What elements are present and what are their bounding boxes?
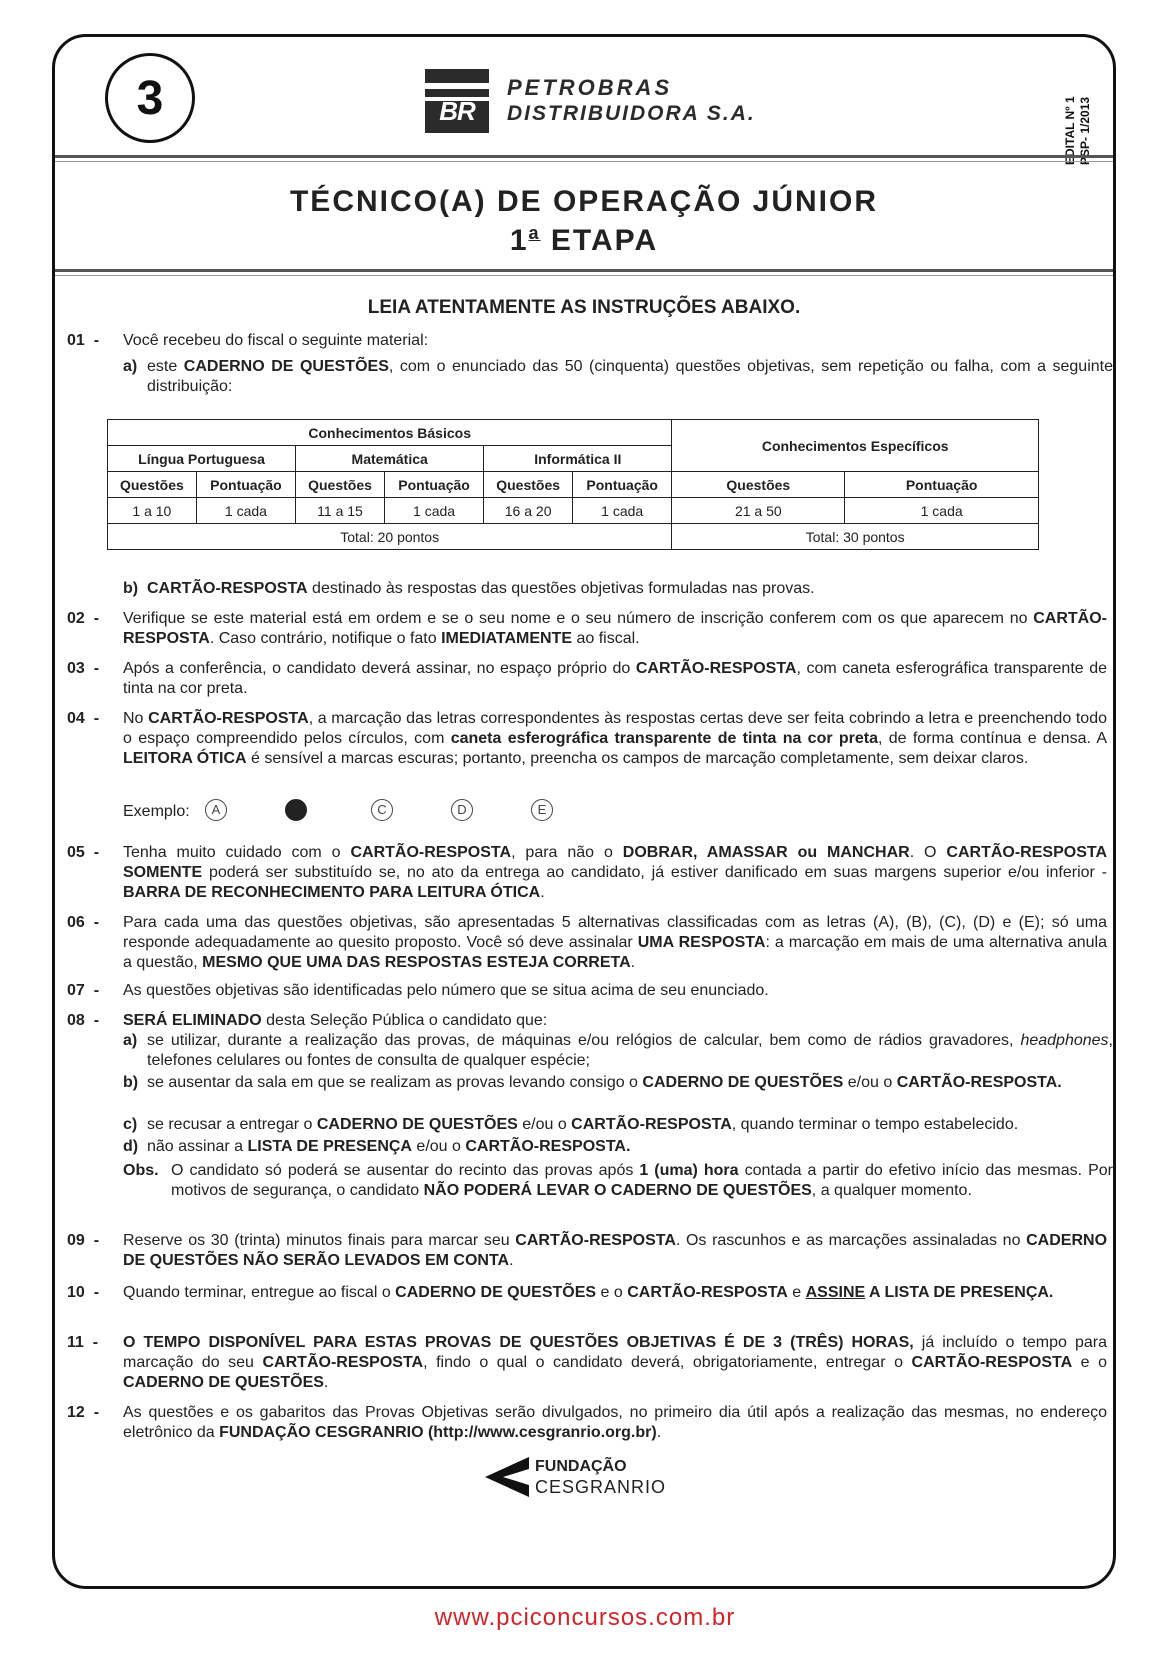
instructions [55,277,1113,319]
option-a-bubble: A [205,799,227,821]
table-cell: 1 cada [845,498,1039,524]
distribution-table [107,419,1039,550]
table-row [108,498,1039,524]
instruction-01b: b) CARTÃO-RESPOSTA destinado às respostas das questões objetivas formuladas nas provas. [123,580,815,597]
subject-header: Informática II [484,446,672,472]
instruction-08b: b) se ausentar da sala em que se realizam as provas levando consigo o CADERNO DE QUESTÕES e/ou o CARTÃO-RESPOSTA. [123,1074,1062,1091]
edital-line2: PSP- 1/2013 [1078,96,1092,165]
booklet-number: 3 [105,53,195,143]
petrobras-logo [425,65,756,137]
column-header: Pontuação [384,472,483,498]
subject-header: Língua Portuguesa [108,446,296,472]
page-frame: 3 BR PETROBRAS DISTRIBUIDORA S.A. EDITAL Nº 1 PSP- 1/2013 TÉCNICO(A) DE OPERAÇÃO JÚNIOR 1$^a$ ETAPA LEIA ATENTAMENTE AS INSTRUÇÕES ABAIXO. 01 - Você recebeu do fiscal o seguinte material: a) este CADERNO DE QUESTÕES, com o enunciado das 50 (cinquenta) questões objetivas, sem repetição ou falha, com a seguinte distribuição: Conhecimentos Básicos Conhecimentos Específicos Língua Portuguesa Matemática Informática II Questões Pontuação Questões Pontuação Questões Pontuação Questões Pontuação 1 a 10 1 cada 11 a 15 1 cada 16 a 20 1 cada 21 a 50 1 cada Total: 20 pontos Total: 30 pontos b) CARTÃO-RESPOSTA destinado às respostas das questões objetivas formuladas nas provas. 02 - Verifique se este material está em ordem e se o seu nome e o seu número de inscrição conferem com os que aparecem no CARTÃO-RESPOSTA. Caso contrário, notifique o fato IMEDIATAMENTE ao fiscal. 03 - Após a conferência, o candidato deverá assinar, no espaço próprio do CARTÃO-RESPOSTA, com caneta esferográfica transparente de tinta na cor preta. 04 - No CARTÃO-RESPOSTA, a marcação das letras correspondentes às respostas certas deve ser feita cobrindo a letra e preenchendo todo o espaço compreendido pelos círculos, com caneta esferográfica transparente de tinta na cor preta, de forma contínua e densa. A LEITORA ÓTICA é sensível a marcas escuras; portanto, preencha os campos de marcação completamente, sem deixar claros. Exemplo: A C D E 05 - Tenha muito cuidado com o CARTÃO-RESPOSTA, para não o DOBRAR, AMASSAR ou MANCHAR. O CARTÃO-RESPOSTA SOMENTE poderá ser substituído se, no ato da entrega ao candidato, já estiver danificado em suas margens superior e/ou inferior - BARRA DE RECONHECIMENTO PARA LEITURA ÓTICA. 06 - Para cada uma das questões objetivas, são apresentadas 5 alternativas classificadas com as letras (A), (B), (C), (D) e (E); só uma responde adequadamente ao quesito proposto. Você só deve assinalar UMA RESPOSTA: a marcação em mais de uma alternativa anula a questão, MESMO QUE UMA DAS RESPOSTAS ESTEJA CORRETA. 07 - As questões objetivas são identificadas pelo número que se situa acima de seu enunciado. 08 - SERÁ ELIMINADO desta Seleção Pública o candidato que: a) se utilizar, durante a realização das provas, de máquinas e/ou relógios de calcular, bem como de rádios gravadores, headphones, telefones celulares ou fontes de consulta de qualquer espécie; b) se ausentar da sala em que se realizam as provas levando consigo o CADERNO DE QUESTÕES e/ou o CARTÃO-RESPOSTA. c) se recusar a entregar o CADERNO DE QUESTÕES e/ou o CARTÃO-RESPOSTA, quando terminar o tempo estabelecido. d) não assinar a LISTA DE PRESENÇA e/ou o CARTÃO-RESPOSTA. Obs. O candidato só poderá se ausentar do recinto das provas após 1 (uma) hora contada a partir do efetivo início das mesmas. Por motivos de segurança, o candidato NÃO PODERÁ LEVAR O CADERNO DE QUESTÕES, a qualquer momento. 09 - Reserve os 30 (trinta) minutos finais para marcar seu CARTÃO-RESPOSTA. Os rascunhos e as marcações assinaladas no CADERNO DE QUESTÕES NÃO SERÃO LEVADOS EM CONTA. 10 - Quando terminar, entregue ao fiscal o CADERNO DE QUESTÕES e o CARTÃO-RESPOSTA e ASSINE A LISTA DE PRESENÇA. 11 - O TEMPO DISPONÍVEL PARA ESTAS PROVAS DE QUESTÕES OBJETIVAS É DE 3 (TRÊS) HORAS, já incluído o tempo para marcação do seu CARTÃO-RESPOSTA, findo o qual o candidato deverá, obrigatoriamente, entregar o CARTÃO-RESPOSTA e o CADERNO DE QUESTÕES. 12 - As questões e os gabaritos das Provas Objetivas serão divulgados, no primeiro dia útil após a realização das mesmas, no endereço eletrônico da FUNDAÇÃO CESGRANRIO (http://www.cesgranrio.org.br). FUNDAÇÃO CESGRANRIO [52,34,1116,1589]
column-header: Questões [108,472,197,498]
instruction-08-obs: Obs. O candidato só poderá se ausentar do recinto das provas após 1 (uma) hora contada a partir do efetivo início das mesmas. Por motivos de segurança, o candidato NÃO PODERÁ LEVAR O CADERNO DE QUESTÕES, a qualquer momento. [123,1162,1113,1199]
cesgranrio-logo [483,1455,666,1499]
column-header: Questões [672,472,845,498]
instruction-01a: a) este CADERNO DE QUESTÕES, com o enunciado das 50 (cinquenta) questões objetivas, sem repetição ou falha, com a seguinte distribuição: [123,358,1114,395]
company-name-line1: PETROBRAS [507,75,673,100]
table-cell: 1 cada [573,498,672,524]
total-specific: Total: 30 pontos [672,524,1039,550]
instruction-08d: d) não assinar a LISTA DE PRESENÇA e/ou o CARTÃO-RESPOSTA. [123,1138,631,1155]
column-header: Pontuação [845,472,1039,498]
header [55,37,1113,167]
option-e-bubble: E [531,799,553,821]
basic-header: Conhecimentos Básicos [108,420,672,446]
title-area [55,175,1113,275]
column-header: Questões [484,472,573,498]
instruction-08a: a) se utilizar, durante a realização das provas, de máquinas e/ou relógios de calcular, bem como de rádios gravadores, headphones, telefones celulares ou fontes de consulta de qualquer espécie; [123,1032,1113,1069]
table-cell: 11 a 15 [296,498,385,524]
table-cell: 16 a 20 [484,498,573,524]
column-header: Pontuação [573,472,672,498]
option-d-bubble: D [451,799,473,821]
total-basic: Total: 20 pontos [108,524,672,550]
instructions-heading: LEIA ATENTAMENTE AS INSTRUÇÕES ABAIXO. [367,297,801,318]
divider [55,155,1113,158]
specific-header: Conhecimentos Específicos [672,420,1039,472]
br-logo-icon [425,69,489,133]
cesgranrio-label: CESGRANRIO [535,1477,667,1497]
table-cell: 1 cada [196,498,295,524]
page-subtitle: 1$^a$ ETAPA [509,223,659,257]
divider [55,275,1113,276]
divider [55,161,1113,162]
subject-header: Matemática [296,446,484,472]
option-b-bubble-filled [285,799,307,821]
edital-line1: EDITAL Nº 1 [1063,96,1077,165]
table-cell: 21 a 50 [672,498,845,524]
fundacao-label: FUNDAÇÃO [535,1458,627,1475]
example-label: Exemplo: [123,803,190,820]
edital-label [1063,55,1103,165]
page-title: TÉCNICO(A) DE OPERAÇÃO JÚNIOR [289,185,879,218]
divider [55,269,1113,272]
column-header: Pontuação [196,472,295,498]
table-cell: 1 cada [384,498,483,524]
company-name-line2: DISTRIBUIDORA S.A. [507,102,756,125]
footer-url: www.pciconcursos.com.br [434,1604,736,1631]
br-logo-mark: BR [439,95,475,126]
table-cell: 1 a 10 [108,498,197,524]
option-c-bubble: C [371,799,393,821]
example-row [123,803,190,821]
instruction-08c: c) se recusar a entregar o CADERNO DE QUESTÕES e/ou o CARTÃO-RESPOSTA, quando terminar o tempo estabelecido. [123,1116,1019,1133]
column-header: Questões [296,472,385,498]
cesgranrio-arrow-icon [483,1455,531,1499]
